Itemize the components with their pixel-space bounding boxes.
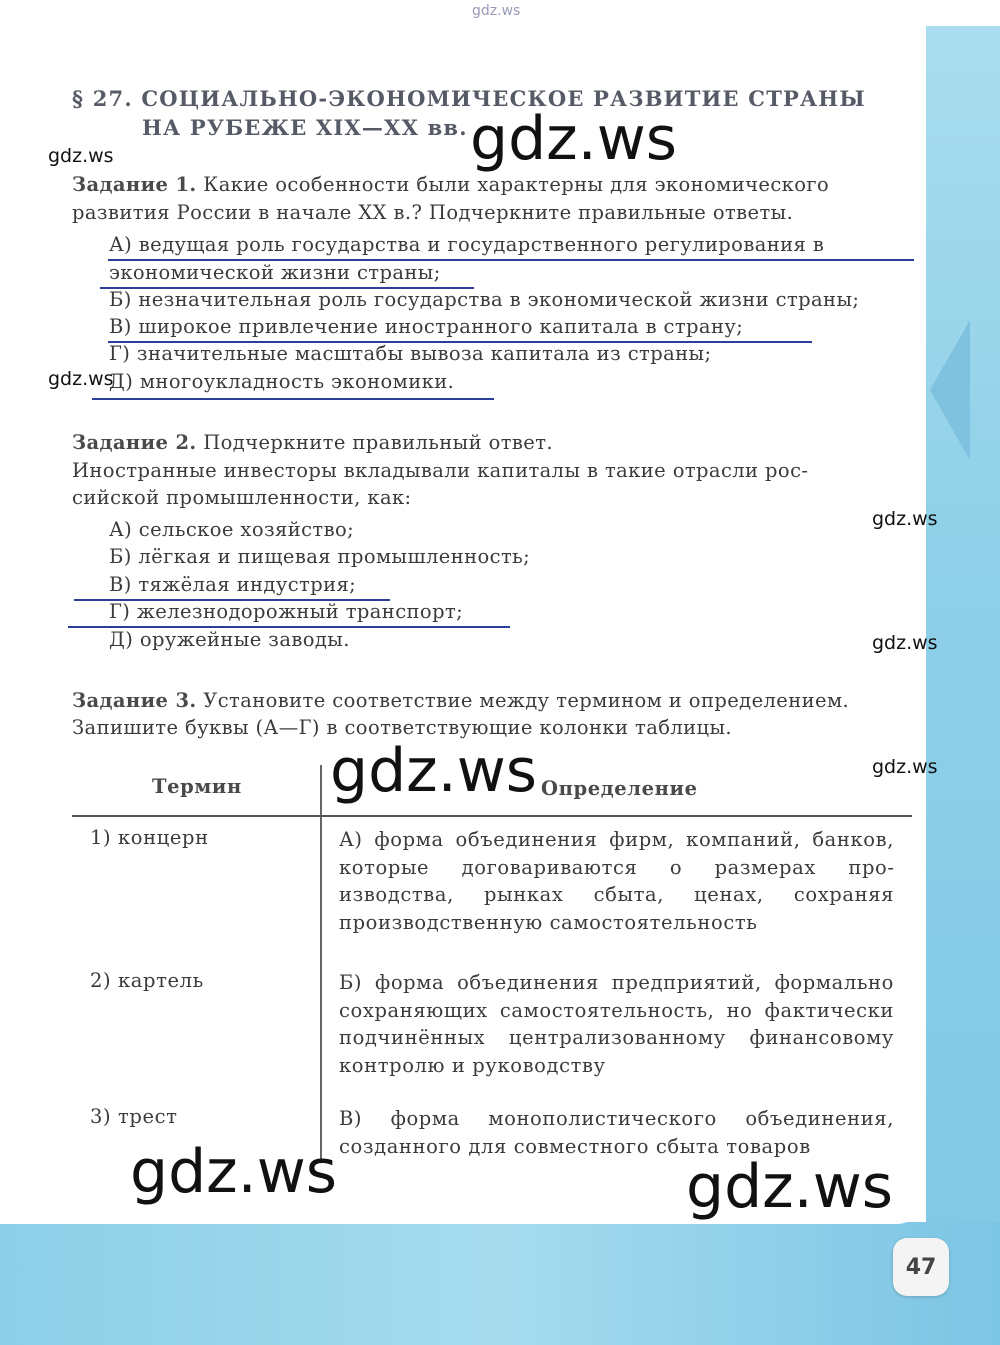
table-term-2: 2) картель (90, 969, 204, 992)
table-definition-b: Б) форма объединения предприятий, формально сохраняющих самостоятельность, но фактически подчинённых централизованному финансовому контролю и руководству (339, 971, 894, 1077)
task2-question (72, 429, 553, 457)
table-definition-c: В) форма монополистического объединения, созданного для совместного сбыта товаров (339, 1107, 894, 1158)
answer-underline (92, 398, 494, 400)
heading-line-2: НА РУБЕЖЕ XIX—XX вв. (142, 115, 468, 140)
task2-text-line2: Иностранные инвесторы вкладывали капиталы в такие отрасли рос- (72, 459, 809, 482)
task2-text: Подчеркните правильный ответ. (196, 431, 554, 454)
watermark: gdz.ws (330, 736, 538, 806)
table-definition-a: А) форма объединения фирм, компаний, банков, которые договариваются о размерах производства, рынках сбыта, ценах, сохраняя производственную самостоятельность (339, 828, 894, 934)
task1-label: Задание 1. (72, 173, 197, 196)
task3-label: Задание 3. (72, 689, 197, 712)
table-term-1: 1) концерн (90, 826, 209, 849)
decorative-facet (930, 320, 970, 460)
task1-option-d: Г) значительные масштабы вывоза капитала из страны; (109, 342, 712, 365)
task3-text: Установите соответствие между термином и определением. (196, 689, 850, 712)
watermark: gdz.ws (48, 368, 114, 390)
table-header-term: Термин (152, 775, 242, 798)
task1-text-line2: развития России в начале XX в.? Подчеркните правильные ответы. (72, 201, 794, 224)
task2-option-a: А) сельское хозяйство; (109, 518, 355, 541)
table-term-3: 3) трест (90, 1105, 178, 1128)
page-number: 47 (893, 1238, 949, 1296)
task1-text: Какие особенности были характерны для экономического (196, 173, 830, 196)
watermark: gdz.ws (48, 145, 114, 167)
book-edge-bottom (0, 1222, 1000, 1345)
task3-question (72, 687, 849, 715)
watermark: gdz.ws (130, 1137, 338, 1207)
watermark: gdz.ws (872, 632, 938, 654)
watermark: gdz.ws (470, 104, 678, 174)
book-edge-right (926, 26, 1000, 1345)
task1-option-a-cont: экономической жизни страны; (109, 261, 441, 284)
task1-option-e: Д) многоукладность экономики. (109, 370, 455, 393)
task2-option-e: Д) оружейные заводы. (109, 628, 350, 651)
task2-text-line3: сийской промышленности, как: (72, 486, 412, 509)
watermark: gdz.ws (686, 1152, 894, 1222)
task2-option-d: Г) железнодорожный транспорт; (109, 600, 464, 623)
task1-option-c: В) широкое привлечение иностранного капитала в страну; (109, 315, 744, 338)
task1-question (72, 171, 829, 199)
watermark-top: gdz.ws (472, 3, 521, 19)
table-column-divider (320, 765, 322, 1160)
task2-label: Задание 2. (72, 431, 197, 454)
heading-line-1: § 27. СОЦИАЛЬНО-ЭКОНОМИЧЕСКОЕ РАЗВИТИЕ СТРАНЫ (72, 86, 866, 111)
task3-text-line2: Запишите буквы (А—Г) в соответствующие колонки таблицы. (72, 716, 733, 739)
watermark: gdz.ws (872, 756, 938, 778)
task1-option-a: А) ведущая роль государства и государственного регулирования в (109, 233, 825, 256)
task1-option-b: Б) незначительная роль государства в экономической жизни страны; (109, 288, 860, 311)
task2-option-c: В) тяжёлая индустрия; (109, 573, 357, 596)
table-header-definition: Определение (541, 777, 698, 800)
task2-option-b: Б) лёгкая и пищевая промышленность; (109, 545, 531, 568)
table-header-divider (72, 815, 912, 817)
watermark: gdz.ws (872, 508, 938, 530)
